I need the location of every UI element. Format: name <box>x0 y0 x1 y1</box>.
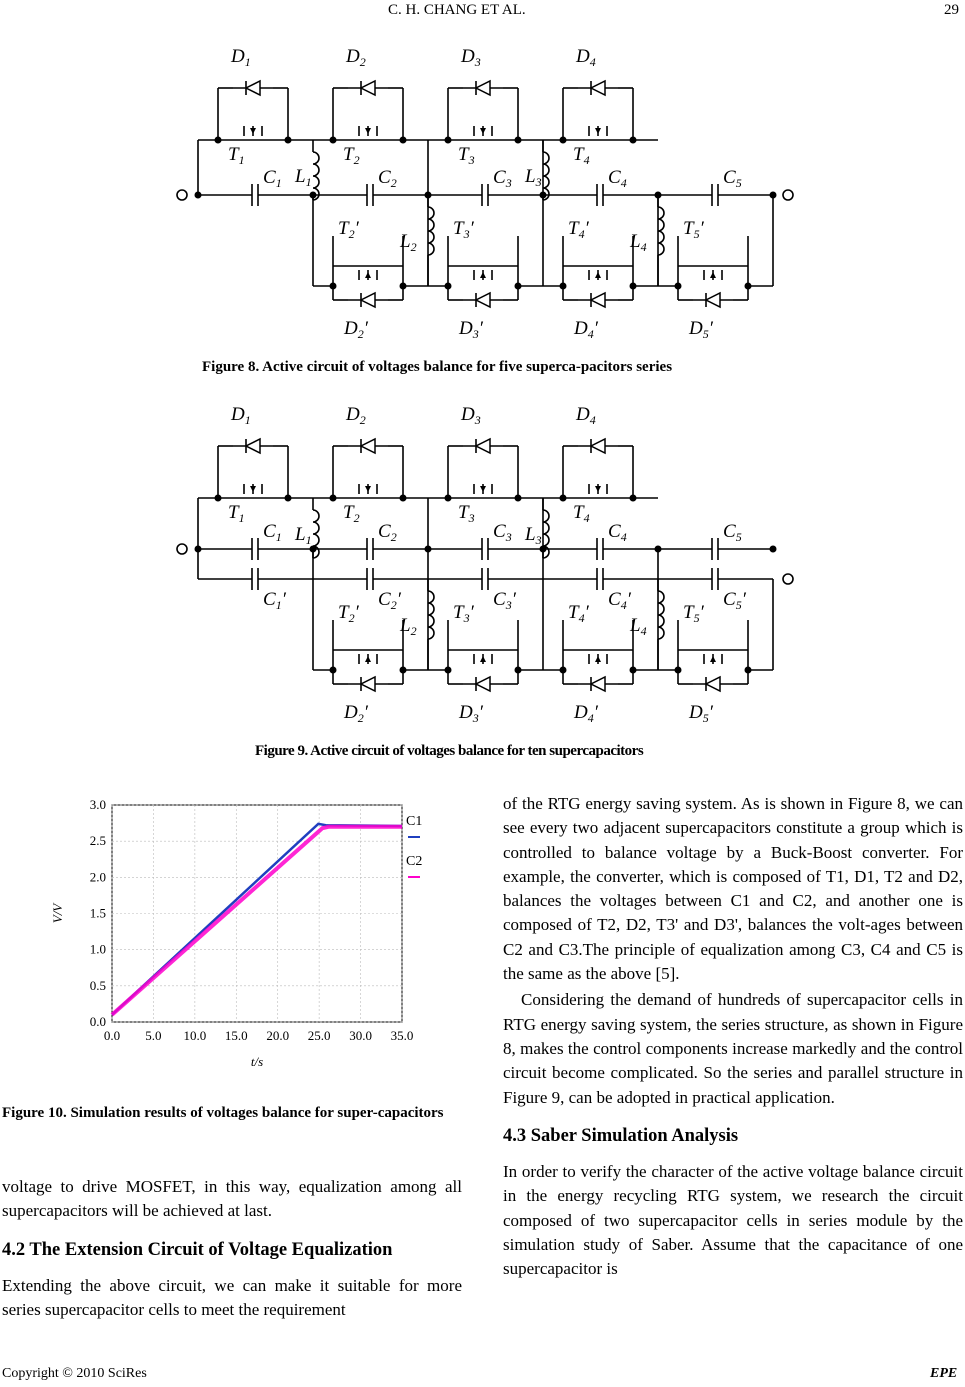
mosfet-arrow <box>365 486 371 492</box>
diode-symbol <box>361 677 375 691</box>
component-label: $T_3'$ <box>453 602 474 625</box>
component-label: $C_5$ <box>723 167 742 190</box>
figure-10-chart <box>50 790 423 1069</box>
component-label: $L_4$ <box>630 231 647 254</box>
diode-symbol <box>591 293 605 307</box>
mosfet-arrow <box>595 128 601 134</box>
component-label: $C_4$ <box>608 521 627 544</box>
component-label: $C_1$ <box>263 521 282 544</box>
diode-symbol <box>706 677 720 691</box>
component-label: $T_5'$ <box>683 602 704 625</box>
diode-symbol <box>361 439 375 453</box>
component-label: $T_4'$ <box>568 218 589 241</box>
component-label: $L_2$ <box>400 231 417 254</box>
component-label: $C_5'$ <box>723 589 746 612</box>
section-heading-4-3: 4.3 Saber Simulation Analysis <box>503 1125 739 1146</box>
component-label: $T_1$ <box>228 144 245 167</box>
component-label: $C_3$ <box>493 167 512 190</box>
component-label: $D_2$ <box>346 46 366 69</box>
component-label: $D_4'$ <box>574 318 598 341</box>
component-label: $D_4$ <box>576 404 596 427</box>
right-paragraph-3: In order to verify the character of the active voltage balance circuit in the energy recycling RTG system, we research the circuit composed of two supercapacitor cells in series module by the simulation study of Saber. Assume that the capacitance of one supercapacitor is <box>503 1162 963 1279</box>
diode-symbol <box>361 293 375 307</box>
component-label: $D_1$ <box>231 404 251 427</box>
component-label: $D_1$ <box>231 46 251 69</box>
x-tick-label: 20.0 <box>266 1028 290 1043</box>
mosfet-arrow <box>250 486 256 492</box>
x-axis-label: t/s <box>250 1054 264 1069</box>
left-column <box>2 1175 462 1322</box>
legend-label: C2 <box>406 854 423 869</box>
inductor <box>658 591 664 639</box>
mosfet-arrow <box>365 128 371 134</box>
mosfet-arrow <box>710 656 716 662</box>
diode-symbol <box>476 81 490 95</box>
component-label: $L_4$ <box>630 615 647 638</box>
y-tick-label: 1.5 <box>89 905 106 921</box>
diode-symbol <box>706 293 720 307</box>
component-label: $L_3$ <box>525 166 542 189</box>
component-label: $T_2$ <box>343 144 360 167</box>
mosfet-arrow <box>480 128 486 134</box>
component-label: $D_2$ <box>346 404 366 427</box>
figure-8-circuit <box>0 46 965 400</box>
y-tick-label: 3.0 <box>89 797 106 812</box>
y-tick-label: 0.5 <box>89 977 106 993</box>
component-label: $L_3$ <box>525 524 542 547</box>
copyright: Copyright © 2010 SciRes <box>2 1366 147 1381</box>
mosfet-arrow <box>365 272 371 278</box>
y-tick-label: 2.0 <box>89 869 106 885</box>
component-label: $D_5'$ <box>689 318 713 341</box>
figure-9-circuit <box>0 404 965 742</box>
x-tick-label: 5.0 <box>145 1028 162 1043</box>
mosfet-arrow <box>595 272 601 278</box>
y-tick-label: 1.0 <box>89 941 106 957</box>
mosfet-arrow <box>480 272 486 278</box>
mosfet-arrow <box>595 656 601 662</box>
component-label: $T_2'$ <box>338 218 359 241</box>
right-paragraph-2: Considering the demand of hundreds of supercapacitor cells in RTG energy saving system, the series structure, as shown in Figure 8, makes the control components increase markedly and the control circuit become complicated. So the series and parallel structure in Figure 9, can be adopted in practical application. <box>503 990 963 1107</box>
component-label: $L_2$ <box>400 615 417 638</box>
component-label: $T_3$ <box>458 144 475 167</box>
x-tick-label: 0.0 <box>103 1028 121 1043</box>
junction-dot <box>770 546 777 553</box>
diode-symbol <box>361 81 375 95</box>
right-column <box>503 792 963 1282</box>
legend-label: C1 <box>406 814 423 829</box>
terminal <box>783 574 793 584</box>
diode-symbol <box>476 293 490 307</box>
component-label: $T_4$ <box>573 502 590 525</box>
diode-symbol <box>591 439 605 453</box>
component-label: $T_4$ <box>573 144 590 167</box>
component-label: $D_4'$ <box>574 702 598 725</box>
component-label: $C_3'$ <box>493 589 516 612</box>
component-label: $C_5$ <box>723 521 742 544</box>
component-label: $D_2'$ <box>344 702 368 725</box>
component-label: $D_3'$ <box>459 318 483 341</box>
figure-9-caption: Figure 9. Active circuit of voltages balance for ten supercapacitors <box>255 743 644 759</box>
component-label: $C_3$ <box>493 521 512 544</box>
x-tick-label: 30.0 <box>349 1028 372 1043</box>
figure-8-caption: Figure 8. Active circuit of voltages balance for five superca-pacitors series <box>202 359 673 375</box>
component-label: $C_4'$ <box>608 589 631 612</box>
mosfet-arrow <box>710 272 716 278</box>
component-label: $T_1$ <box>228 502 245 525</box>
figure-10-caption: Figure 10. Simulation results of voltages balance for super-capacitors <box>2 1105 444 1121</box>
component-label: $D_5'$ <box>689 702 713 725</box>
terminal <box>783 190 793 200</box>
y-axis-label: V/V <box>50 903 65 924</box>
component-label: $D_3$ <box>461 404 481 427</box>
mosfet-arrow <box>480 486 486 492</box>
inductor <box>428 591 434 639</box>
component-label: $T_2$ <box>343 502 360 525</box>
component-label: $C_2'$ <box>378 589 401 612</box>
diode-symbol <box>246 81 260 95</box>
left-paragraph-1: voltage to drive MOSFET, in this way, equalization among all supercapacitors will be achieved at last. <box>2 1177 462 1221</box>
component-label: $L_1$ <box>295 166 312 189</box>
component-label: $L_1$ <box>295 524 312 547</box>
component-label: $T_3'$ <box>453 218 474 241</box>
component-label: $T_3$ <box>458 502 475 525</box>
component-label: $D_2'$ <box>344 318 368 341</box>
mosfet-arrow <box>250 128 256 134</box>
component-label: $C_2$ <box>378 167 397 190</box>
component-label: $T_5'$ <box>683 218 704 241</box>
inductor <box>658 207 664 255</box>
x-tick-label: 25.0 <box>307 1028 331 1043</box>
component-label: $C_1$ <box>263 167 282 190</box>
diode-symbol <box>591 677 605 691</box>
page-number: 29 <box>944 2 959 18</box>
x-tick-label: 35.0 <box>390 1028 414 1043</box>
section-heading-4-2: 4.2 The Extension Circuit of Voltage Equalization <box>2 1239 393 1260</box>
component-label: $C_2$ <box>378 521 397 544</box>
y-tick-label: 0.0 <box>89 1014 106 1029</box>
component-label: $T_4'$ <box>568 602 589 625</box>
diode-symbol <box>591 81 605 95</box>
terminal <box>177 544 187 554</box>
running-header: C. H. CHANG ET AL. <box>388 2 526 18</box>
component-label: $C_4$ <box>608 167 627 190</box>
journal-name: EPE <box>930 1366 958 1381</box>
diode-symbol <box>246 439 260 453</box>
left-paragraph-2: Extending the above circuit, we can make it suitable for more series supercapacitor cells to meet the requirement <box>2 1275 462 1320</box>
right-paragraph-1: of the RTG energy saving system. As is shown in Figure 8, we can see every two adjacent supercapacitors constitute a group which is controlled to balance voltage by a Buck-Boost converter. For example, the converter, which is composed of T1, D1, T2 and D2, balances the voltages between C1 and C2, and another one is composed of T2, D2, T3' and D3', balances the volt-ages between C2 and C3.The principle of equalization among C3, C4 and C5 is the same as the above [5]. <box>503 794 963 984</box>
diode-symbol <box>476 677 490 691</box>
component-label: $D_4$ <box>576 46 596 69</box>
diode-symbol <box>476 439 490 453</box>
y-tick-label: 2.5 <box>89 833 106 849</box>
inductor <box>428 207 434 255</box>
terminal <box>177 190 187 200</box>
mosfet-arrow <box>595 486 601 492</box>
component-label: $D_3$ <box>461 46 481 69</box>
component-label: $D_3'$ <box>459 702 483 725</box>
x-tick-label: 15.0 <box>224 1028 248 1043</box>
component-label: $T_2'$ <box>338 602 359 625</box>
component-label: $C_1'$ <box>263 589 286 612</box>
mosfet-arrow <box>365 656 371 662</box>
mosfet-arrow <box>480 656 486 662</box>
x-tick-label: 10.0 <box>183 1028 207 1043</box>
